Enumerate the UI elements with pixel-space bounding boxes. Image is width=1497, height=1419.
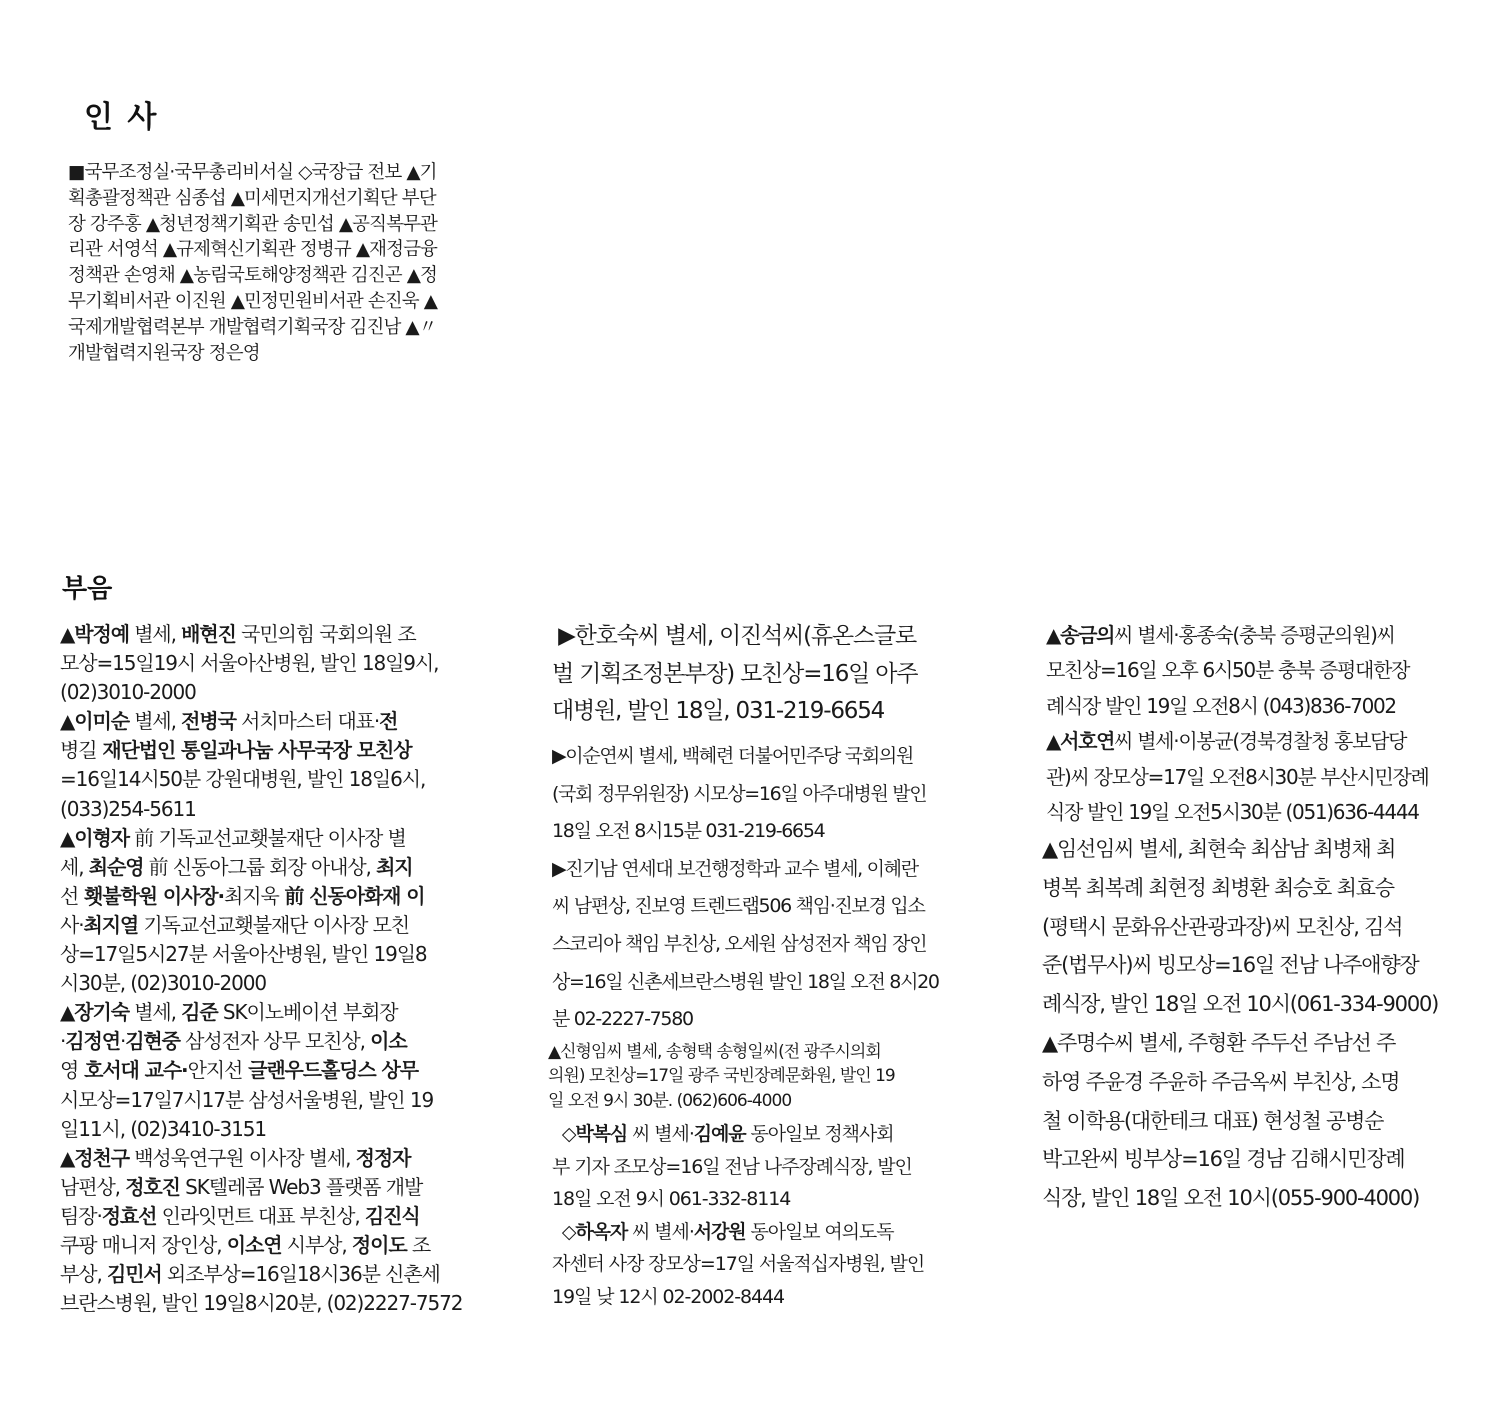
- text-run: SK이노베이션 부회장: [217, 1000, 398, 1025]
- text-line: [552, 1118, 924, 1151]
- section-title-insa: 인 사: [84, 100, 159, 135]
- text-line: [60, 678, 462, 707]
- person-name: 하옥자: [575, 1220, 628, 1243]
- text-line: [1046, 618, 1429, 653]
- text-run: 사·: [60, 912, 84, 937]
- text-line: [60, 1202, 462, 1231]
- text-line: [60, 940, 462, 969]
- text-line: [552, 1151, 924, 1184]
- text-run: 자센터 사장 장모상=17일 서울적십자병원, 발인: [552, 1253, 925, 1275]
- text-line: 상=16일 신촌세브란스병원 발인 18일 오전 8시20: [552, 970, 939, 993]
- text-line: [1046, 724, 1429, 759]
- text-line: ▲주명수씨 별세, 주형환 주두선 주남선 주: [1042, 1030, 1396, 1055]
- text-line: [60, 969, 462, 998]
- text-line: [1046, 760, 1429, 795]
- text-run: 별세,: [128, 622, 182, 646]
- text-line: 식장, 발인 18일 오전 10시(055-900-4000): [1042, 1186, 1420, 1211]
- text-line: [552, 1183, 924, 1216]
- text-line: [60, 1086, 462, 1115]
- person-name: 배현진: [181, 622, 236, 646]
- person-name: 전: [379, 709, 398, 734]
- text-run: 서치마스터 대표·: [235, 709, 380, 734]
- text-line: 스코리아 책임 부친상, 오세원 삼성전자 책임 장인: [552, 932, 927, 955]
- obituary-column-3-bottom: [1042, 830, 1438, 1218]
- text-run: 세,: [60, 854, 89, 879]
- text-run: 국민의힘 국회의원 조: [235, 622, 416, 646]
- person-name: 이소연: [226, 1232, 282, 1257]
- person-name: 재단법인 통일과나눔 사무국장 모친상: [96, 738, 412, 763]
- text-run: 前 기독교선교횃불재단 이사장 별: [128, 825, 406, 850]
- text-line: ▶한호숙씨 별세, 이진석씨(휴온스글로: [552, 623, 916, 649]
- text-line: 18일 오전 8시15분 031-219-6654: [552, 820, 825, 843]
- text-run: 동아일보 여의도독: [745, 1220, 894, 1243]
- text-line: 벌 기획조정본부장) 모친상=16일 아주: [552, 660, 918, 687]
- text-run: 관)씨 장모상=17일 오전8시30분 부산시민장례: [1046, 764, 1429, 789]
- text-run: 인라잇먼트 대표 부친상,: [156, 1203, 365, 1228]
- text-run: 쿠팡 매니저 장인상,: [60, 1232, 227, 1257]
- text-run: 前 신동아그룹 회장 아내상,: [143, 854, 377, 879]
- text-run: ▲: [1046, 729, 1061, 754]
- section-title-bueum: 부음: [62, 574, 113, 604]
- person-name: 정효선: [101, 1203, 157, 1228]
- obituary-column-1: [60, 620, 462, 1318]
- text-run: 외조부상=16일18시36분 신촌세: [161, 1262, 440, 1287]
- text-line: [60, 1173, 462, 1202]
- text-run: ▲: [60, 622, 75, 646]
- text-run: 부 기자 조모상=16일 전남 나주장례식장, 발인: [552, 1155, 912, 1178]
- person-name: 호서대 교수·: [78, 1058, 188, 1083]
- text-line: ▲신형임씨 별세, 송형택 송형일씨(전 광주시의회: [548, 1042, 881, 1062]
- text-line: 장 강주홍 ▲청년정책기획관 송민섭 ▲공직복무관: [68, 213, 438, 235]
- person-name: 서강원: [693, 1220, 746, 1243]
- text-line: [60, 882, 462, 911]
- person-name: 송금의: [1060, 623, 1115, 647]
- text-run: 상=17일5시27분 서울아산병원, 발인 19일8: [60, 942, 427, 967]
- text-run: 별세,: [128, 709, 182, 734]
- text-line: [60, 1115, 462, 1144]
- text-line: 의원) 모친상=17일 광주 국빈장례문화원, 발인 19: [548, 1066, 895, 1087]
- text-line: [60, 707, 462, 736]
- text-line: [60, 1289, 462, 1318]
- text-run: ▲: [60, 825, 75, 850]
- text-run: 안지선: [187, 1058, 243, 1083]
- text-run: 례식장 발인 19일 오전8시 (043)836-7002: [1046, 693, 1396, 718]
- obituary-column-2-lead: [552, 618, 917, 731]
- text-run: 모상=15일19시 서울아산병원, 발인 18일9시,: [60, 651, 439, 676]
- insa-body: [68, 160, 437, 366]
- text-line: 개발협력지원국장 정은영: [68, 342, 260, 364]
- text-run: 부상,: [60, 1262, 107, 1287]
- text-line: [60, 795, 462, 824]
- text-line: [1046, 689, 1429, 724]
- person-name: 이미순: [74, 709, 129, 734]
- text-run: 모친상=16일 오후 6시50분 충북 증평대한장: [1046, 658, 1410, 683]
- text-line: 일 오전 9시 30분. (062)606-4000: [548, 1090, 792, 1111]
- text-line: [60, 824, 462, 853]
- text-line: [60, 1056, 462, 1085]
- text-line: ▲임선임씨 별세, 최현숙 최삼남 최병채 최: [1042, 837, 1396, 861]
- text-line: 대병원, 발인 18일, 031-219-6654: [552, 698, 885, 725]
- text-line: 무기획비서관 이진원 ▲민정민원비서관 손진욱 ▲: [68, 290, 438, 312]
- text-line: [552, 1281, 924, 1314]
- text-line: 례식장, 발인 18일 오전 10시(061-334-9000): [1042, 992, 1439, 1017]
- text-run: 일11시, (02)3410-3151: [60, 1116, 266, 1141]
- text-run: 병길: [60, 738, 97, 763]
- person-name: 정천구: [74, 1145, 129, 1170]
- text-run: 식장 발인 19일 오전5시30분 (051)636-4444: [1046, 800, 1419, 825]
- person-name: 이소: [370, 1029, 407, 1054]
- person-name: 최지열: [83, 912, 139, 937]
- text-line: [60, 1231, 462, 1260]
- text-run: 씨 별세·: [627, 1220, 694, 1243]
- text-line: 씨 남편상, 진보영 트렌드랩506 책임·진보경 입소: [552, 895, 925, 918]
- person-name: 박정예: [74, 622, 129, 646]
- text-run: 동아일보 정책사회: [745, 1123, 894, 1145]
- obituary-column-3-top: [1046, 618, 1429, 830]
- text-line: 국제개발협력본부 개발협력기획국장 김진남 ▲〃: [68, 316, 437, 338]
- obituary-column-2-small: [548, 1040, 895, 1113]
- person-name: 김민서: [106, 1262, 162, 1287]
- text-run: 삼성전자 상무 모친상,: [179, 1029, 371, 1054]
- text-line: (평택시 문화유산관광과장)씨 모친상, 김석: [1042, 914, 1403, 939]
- text-line: [60, 620, 462, 649]
- text-run: 씨 별세·이봉균(경북경찰청 홍보담당: [1114, 729, 1407, 754]
- text-run: 최지욱: [224, 883, 279, 908]
- text-line: ▶진기남 연세대 보건행정학과 교수 별세, 이혜란: [552, 857, 918, 880]
- text-run: 씨 별세·: [627, 1123, 694, 1145]
- person-name: 김진식: [364, 1203, 420, 1228]
- text-line: [552, 1216, 924, 1249]
- text-run: =16일14시50분 강원대병원, 발인 18일6시,: [60, 767, 426, 792]
- person-name: 박복심: [575, 1123, 628, 1145]
- person-name: 최순영: [88, 854, 144, 879]
- text-run: ◇: [552, 1220, 576, 1243]
- text-line: ▶이순연씨 별세, 백혜련 더불어민주당 국회의원: [552, 745, 914, 767]
- person-name: 정정자: [355, 1145, 411, 1170]
- text-line: [1046, 653, 1429, 688]
- person-name: 김정연: [65, 1029, 120, 1054]
- text-run: 18일 오전 9시 061-332-8114: [552, 1188, 791, 1210]
- text-line: [60, 736, 462, 765]
- person-name: 전병국: [181, 709, 236, 734]
- text-run: (033)254-5611: [60, 796, 196, 821]
- text-run: ▲: [1046, 623, 1061, 647]
- person-name: 장기숙: [74, 1000, 129, 1025]
- text-line: ■국무조정실·국무총리비서실 ◇국장급 전보 ▲기: [68, 162, 437, 183]
- text-run: ▲: [60, 1145, 75, 1170]
- text-line: 정책관 손영채 ▲농림국토해양정책관 김진곤 ▲정: [68, 265, 438, 287]
- text-line: [60, 765, 462, 794]
- text-line: 획총괄정책관 심종섭 ▲미세먼지개선기획단 부단: [68, 187, 436, 209]
- person-name: 최지: [376, 854, 413, 879]
- text-line: 철 이학용(대한테크 대표) 현성철 공병순: [1042, 1108, 1384, 1133]
- text-line: [60, 911, 462, 940]
- text-line: [60, 1260, 462, 1289]
- text-line: [552, 1248, 924, 1281]
- person-name: 김예윤: [693, 1123, 746, 1145]
- text-line: 하영 주윤경 주윤하 주금옥씨 부친상, 소명: [1042, 1069, 1400, 1094]
- text-run: ▲: [60, 1000, 75, 1025]
- text-run: 시모상=17일7시17분 삼성서울병원, 발인 19: [60, 1087, 434, 1112]
- person-name: 횃불학원 이사장·: [78, 883, 224, 908]
- text-run: ▲: [60, 709, 75, 734]
- text-line: 준(법무사)씨 빙모상=16일 전남 나주애향장: [1042, 953, 1419, 978]
- text-line: 박고완씨 빙부상=16일 경남 김해시민장례: [1042, 1147, 1405, 1172]
- person-name: 김현중: [125, 1029, 180, 1054]
- text-run: (02)3010-2000: [60, 680, 196, 705]
- text-run: 19일 낮 12시 02-2002-8444: [552, 1285, 784, 1308]
- text-run: 선: [60, 883, 79, 908]
- person-name: 서호연: [1060, 729, 1115, 754]
- text-run: ·: [119, 1029, 126, 1054]
- text-line: [60, 649, 462, 678]
- text-run: 씨 별세·홍종숙(충북 증평군의원)씨: [1114, 623, 1395, 647]
- text-run: 브란스병원, 발인 19일8시20분, (02)2227-7572: [60, 1291, 463, 1316]
- text-line: [1046, 795, 1429, 830]
- text-run: 시30분, (02)3010-2000: [60, 971, 266, 996]
- person-name: 정이도: [351, 1232, 407, 1257]
- person-name: 정호진: [125, 1174, 180, 1199]
- text-line: 병복 최복례 최현정 최병환 최승호 최효승: [1042, 875, 1394, 900]
- text-line: (국회 정무위원장) 시모상=16일 아주대병원 발인: [552, 782, 927, 805]
- obituary-column-2-donga: [552, 1118, 924, 1313]
- text-run: ◇: [552, 1123, 576, 1145]
- text-run: 별세,: [128, 1000, 182, 1025]
- text-run: 시부상,: [281, 1232, 352, 1257]
- text-run: 백성욱연구원 이사장 별세,: [128, 1145, 356, 1170]
- person-name: 이형자: [74, 825, 129, 850]
- person-name: 글랜우드홀딩스 상무: [242, 1058, 418, 1083]
- text-line: [60, 998, 462, 1027]
- obituary-column-2-body: [552, 738, 939, 1039]
- text-run: 조: [406, 1232, 431, 1257]
- text-line: 리관 서영석 ▲규제혁신기획관 정병규 ▲재정금융: [68, 239, 438, 261]
- text-run: SK텔레콤 Web3 플랫폼 개발: [179, 1174, 423, 1199]
- text-line: 분 02-2227-7580: [552, 1008, 693, 1031]
- text-run: 기독교선교횃불재단 이사장 모친: [138, 912, 410, 937]
- text-run: ·: [60, 1029, 66, 1054]
- text-line: [60, 1027, 462, 1056]
- text-run: 영: [60, 1058, 79, 1083]
- person-name: 김준: [181, 1000, 218, 1025]
- text-line: [60, 853, 462, 882]
- text-line: [60, 1144, 462, 1173]
- text-run: 남편상,: [60, 1174, 126, 1199]
- person-name: 前 신동아화재 이: [278, 883, 425, 908]
- text-run: 팀장·: [60, 1203, 102, 1228]
